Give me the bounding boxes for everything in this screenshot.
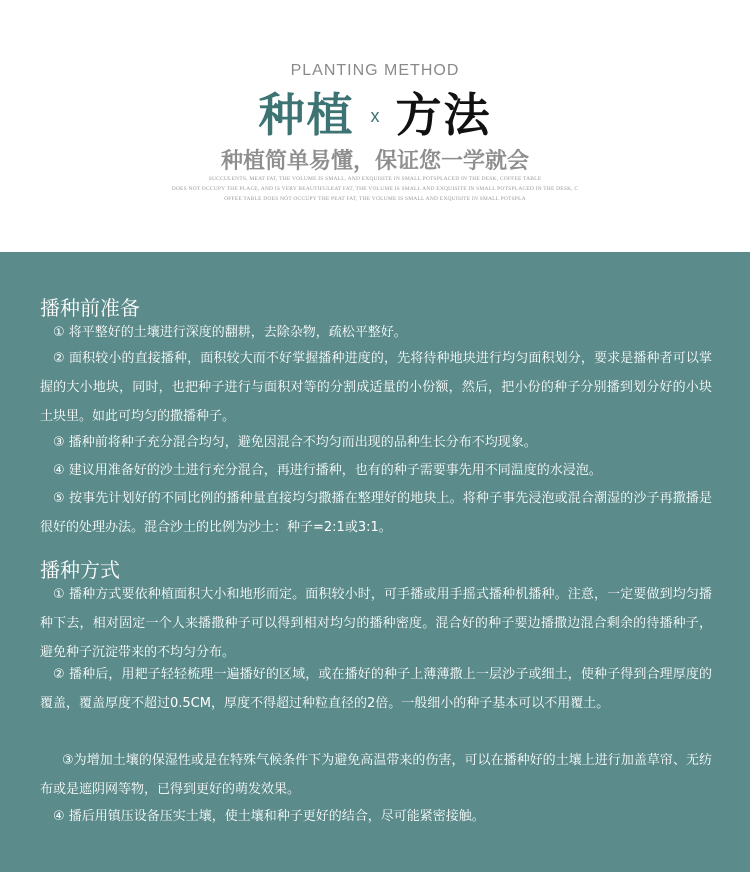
- preparation-step: ④ 建议用准备好的沙土进行充分混合，再进行播种，也有的种子需要事先用不同温度的水浸泡。: [53, 463, 602, 478]
- sowing-step: ③为增加土壤的保湿性或是在特殊气候条件下为避免高温带来的伤害，可以在播种好的土壤上进行加盖草帘、无纺布或是遮阴网等物，已得到更好的萌发效果。: [40, 753, 712, 797]
- title-separator: x: [370, 105, 380, 126]
- tiny-english-line: DOES NOT OCCUPY THE PLACE, AND IS VERY BEAUTIFULEAT FAT, THE VOLUME IS SMALL AND EXQUISITE IN SMALL POTSPLACED IN THE DESK, C: [171, 186, 579, 192]
- title-planting: 种植: [258, 88, 355, 142]
- tiny-english-line: SUCCULENTS, MEAT FAT, THE VOLUME IS SMALL, AND EXQUISITE IN SMALL POTSPLACED IN THE DESK, COFFEE TABLE: [208, 176, 542, 182]
- preparation-step: ⑤ 按事先计划好的不同比例的播种量直接均匀撒播在整理好的地块上。将种子事先浸泡或混合潮湿的沙子再撒播是很好的处理办法。混合沙土的比例为沙土：种子=2:1或3:1。: [40, 491, 712, 535]
- section-title-sowing-method: 播种方式: [40, 558, 120, 582]
- preparation-step: ② 面积较小的直接播种，面积较大而不好掌握播种进度的，先将待种地块进行均匀面积划分，要求是播种者可以掌握的大小地块，同时，也把种子进行与面积对等的分割成适量的小份额，然后，把小份的种子分别播到划分好的小块土块里。如此可均匀的撒播种子。: [40, 351, 712, 424]
- subtitle: 种植简单易懂，保证您一学就会: [220, 148, 529, 174]
- preparation-step: ③ 播种前将种子充分混合均匀，避免因混合不均匀而出现的品种生长分布不均现象。: [53, 435, 537, 450]
- tiny-english-line: OFFEE TABLE DOES NOT OCCUPY THE PEAT FAT, THE VOLUME IS SMALL AND EXQUISITE IN SMALL POTSPLA: [224, 196, 526, 202]
- sowing-step: ① 播种方式要依种植面积大小和地形而定。面积较小时，可手播或用手摇式播种机播种。注意，一定要做到均匀播种下去，相对固定一个人来播撒种子可以得到相对均匀的播种密度。混合好的种子要边播撒边混合剩余的待播种子，避免种子沉淀带来的不均匀分布。: [40, 587, 712, 660]
- english-title: PLANTING METHOD: [290, 62, 460, 79]
- content-panel: [0, 252, 750, 872]
- title-row: [0, 82, 750, 142]
- section-title-preparation: 播种前准备: [40, 296, 140, 320]
- sowing-step: ② 播种后，用耙子轻轻梳理一遍播好的区域，或在播好的种子上薄薄撒上一层沙子或细土，使种子得到合理厚度的覆盖，覆盖厚度不超过0.5CM，厚度不得超过种粒直径的2倍。一般细小的种子基本可以不用覆土。: [40, 667, 712, 711]
- header-banner: [0, 0, 750, 252]
- preparation-step: ① 将平整好的土壤进行深度的翻耕，去除杂物，疏松平整好。: [53, 325, 407, 340]
- title-method: 方法: [395, 88, 492, 142]
- sowing-step: ④ 播后用镇压设备压实土壤，使土壤和种子更好的结合，尽可能紧密接触。: [53, 809, 485, 824]
